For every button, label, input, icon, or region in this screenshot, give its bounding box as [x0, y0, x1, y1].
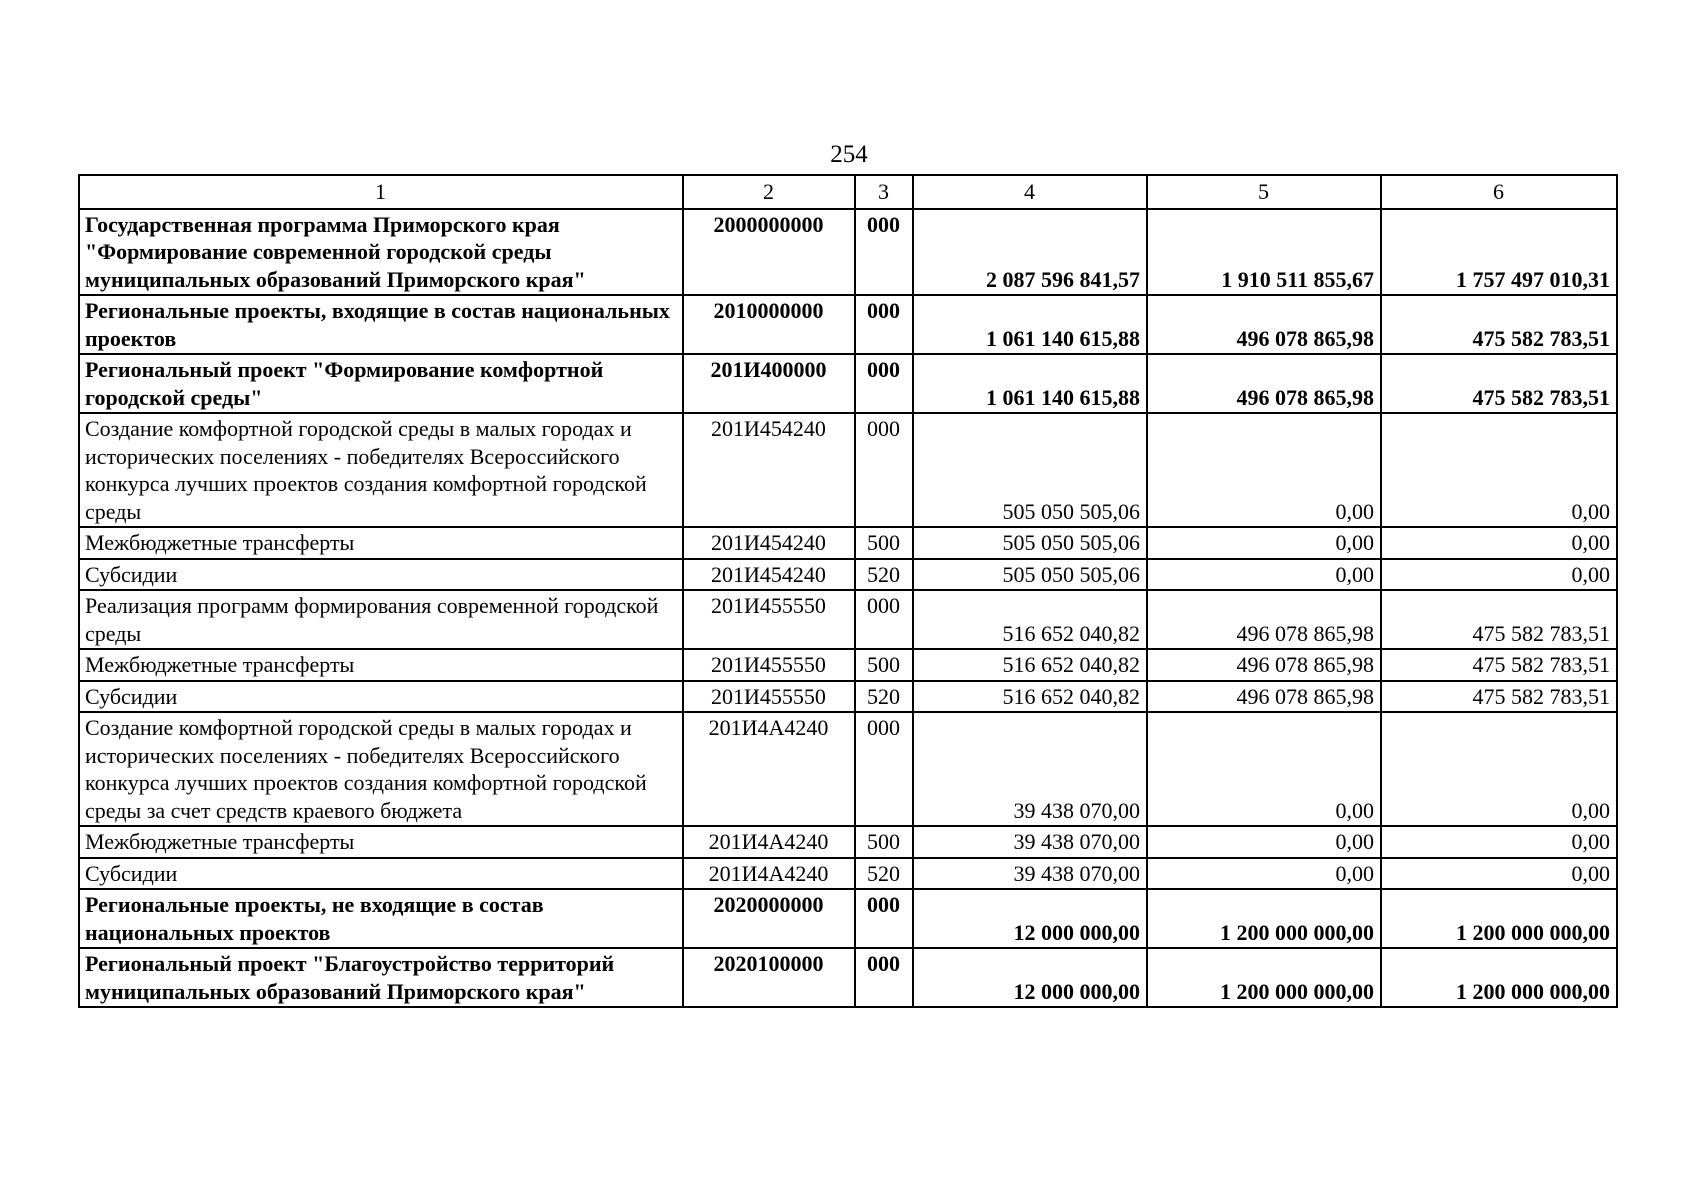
row-code: 201И4А4240 [683, 858, 855, 890]
row-amount-6: 0,00 [1381, 858, 1617, 890]
row-amount-4: 12 000 000,00 [913, 889, 1147, 948]
row-amount-5: 496 078 865,98 [1147, 590, 1381, 649]
row-type: 520 [855, 858, 913, 890]
column-header-3: 3 [855, 175, 913, 209]
row-amount-6: 475 582 783,51 [1381, 295, 1617, 354]
column-header-5: 5 [1147, 175, 1381, 209]
table-row [79, 527, 1617, 559]
header-row [79, 175, 1617, 209]
row-name: Государственная программа Приморского края "Формирование современной городской среды муниципальных образований Приморского края" [79, 209, 683, 296]
row-code: 201И455550 [683, 649, 855, 681]
row-amount-4: 505 050 505,06 [913, 527, 1147, 559]
row-amount-5: 496 078 865,98 [1147, 295, 1381, 354]
row-code: 201И400000 [683, 354, 855, 413]
table-row [79, 649, 1617, 681]
row-amount-6: 1 757 497 010,31 [1381, 209, 1617, 296]
row-amount-6: 475 582 783,51 [1381, 354, 1617, 413]
column-header-2: 2 [683, 175, 855, 209]
row-amount-4: 12 000 000,00 [913, 948, 1147, 1007]
row-name: Региональный проект "Формирование комфортной городской среды" [79, 354, 683, 413]
row-amount-6: 1 200 000 000,00 [1381, 948, 1617, 1007]
row-name: Межбюджетные трансферты [79, 826, 683, 858]
row-amount-4: 1 061 140 615,88 [913, 354, 1147, 413]
row-amount-6: 1 200 000 000,00 [1381, 889, 1617, 948]
row-amount-5: 0,00 [1147, 858, 1381, 890]
row-type: 500 [855, 826, 913, 858]
row-type: 000 [855, 209, 913, 296]
row-name: Межбюджетные трансферты [79, 649, 683, 681]
row-type: 000 [855, 413, 913, 527]
row-name: Субсидии [79, 681, 683, 713]
row-type: 500 [855, 649, 913, 681]
row-type: 520 [855, 681, 913, 713]
row-amount-4: 2 087 596 841,57 [913, 209, 1147, 296]
row-amount-5: 496 078 865,98 [1147, 649, 1381, 681]
row-amount-6: 475 582 783,51 [1381, 681, 1617, 713]
row-amount-5: 1 200 000 000,00 [1147, 948, 1381, 1007]
row-code: 2020100000 [683, 948, 855, 1007]
row-type: 500 [855, 527, 913, 559]
row-name: Создание комфортной городской среды в малых городах и исторических поселениях - победителях Всероссийского конкурса лучших проектов создания комфортной городской среды [79, 413, 683, 527]
table-row [79, 413, 1617, 527]
row-amount-5: 1 910 511 855,67 [1147, 209, 1381, 296]
row-name: Региональные проекты, не входящие в состав национальных проектов [79, 889, 683, 948]
table-row [79, 858, 1617, 890]
budget-table [78, 174, 1618, 1008]
row-amount-4: 39 438 070,00 [913, 712, 1147, 826]
row-name: Межбюджетные трансферты [79, 527, 683, 559]
row-code: 2000000000 [683, 209, 855, 296]
row-type: 520 [855, 559, 913, 591]
row-name: Субсидии [79, 559, 683, 591]
column-header-1: 1 [79, 175, 683, 209]
table-row [79, 295, 1617, 354]
row-type: 000 [855, 590, 913, 649]
table-row [79, 681, 1617, 713]
row-amount-4: 516 652 040,82 [913, 590, 1147, 649]
row-code: 201И4А4240 [683, 826, 855, 858]
row-amount-6: 0,00 [1381, 712, 1617, 826]
row-amount-5: 0,00 [1147, 527, 1381, 559]
row-type: 000 [855, 948, 913, 1007]
row-amount-4: 39 438 070,00 [913, 826, 1147, 858]
table-row [79, 209, 1617, 296]
row-amount-6: 475 582 783,51 [1381, 590, 1617, 649]
row-amount-4: 516 652 040,82 [913, 649, 1147, 681]
table-row [79, 826, 1617, 858]
row-code: 2010000000 [683, 295, 855, 354]
row-amount-6: 0,00 [1381, 559, 1617, 591]
row-amount-4: 505 050 505,06 [913, 413, 1147, 527]
row-name: Субсидии [79, 858, 683, 890]
row-type: 000 [855, 889, 913, 948]
row-amount-5: 0,00 [1147, 413, 1381, 527]
row-code: 201И4А4240 [683, 712, 855, 826]
row-amount-5: 0,00 [1147, 559, 1381, 591]
table-row [79, 889, 1617, 948]
row-code: 201И454240 [683, 413, 855, 527]
row-type: 000 [855, 712, 913, 826]
row-amount-5: 496 078 865,98 [1147, 681, 1381, 713]
row-name: Создание комфортной городской среды в малых городах и исторических поселениях - победителях Всероссийского конкурса лучших проектов создания комфортной городской среды за счет средств краевого бюджета [79, 712, 683, 826]
row-amount-4: 1 061 140 615,88 [913, 295, 1147, 354]
table-row [79, 948, 1617, 1007]
table-row [79, 590, 1617, 649]
row-amount-4: 505 050 505,06 [913, 559, 1147, 591]
page-number: 254 [830, 141, 868, 168]
row-name: Региональный проект "Благоустройство территорий муниципальных образований Приморского края" [79, 948, 683, 1007]
row-type: 000 [855, 295, 913, 354]
row-name: Региональные проекты, входящие в состав национальных проектов [79, 295, 683, 354]
row-type: 000 [855, 354, 913, 413]
table-row [79, 354, 1617, 413]
row-code: 201И454240 [683, 527, 855, 559]
column-header-6: 6 [1381, 175, 1617, 209]
row-amount-5: 0,00 [1147, 826, 1381, 858]
row-code: 2020000000 [683, 889, 855, 948]
column-header-4: 4 [913, 175, 1147, 209]
row-code: 201И455550 [683, 681, 855, 713]
row-amount-6: 475 582 783,51 [1381, 649, 1617, 681]
row-amount-6: 0,00 [1381, 527, 1617, 559]
row-amount-5: 496 078 865,98 [1147, 354, 1381, 413]
table-row [79, 559, 1617, 591]
row-code: 201И454240 [683, 559, 855, 591]
row-amount-6: 0,00 [1381, 826, 1617, 858]
row-amount-5: 1 200 000 000,00 [1147, 889, 1381, 948]
row-amount-6: 0,00 [1381, 413, 1617, 527]
row-name: Реализация программ формирования современной городской среды [79, 590, 683, 649]
row-amount-4: 39 438 070,00 [913, 858, 1147, 890]
row-code: 201И455550 [683, 590, 855, 649]
row-amount-4: 516 652 040,82 [913, 681, 1147, 713]
table-row [79, 712, 1617, 826]
row-amount-5: 0,00 [1147, 712, 1381, 826]
